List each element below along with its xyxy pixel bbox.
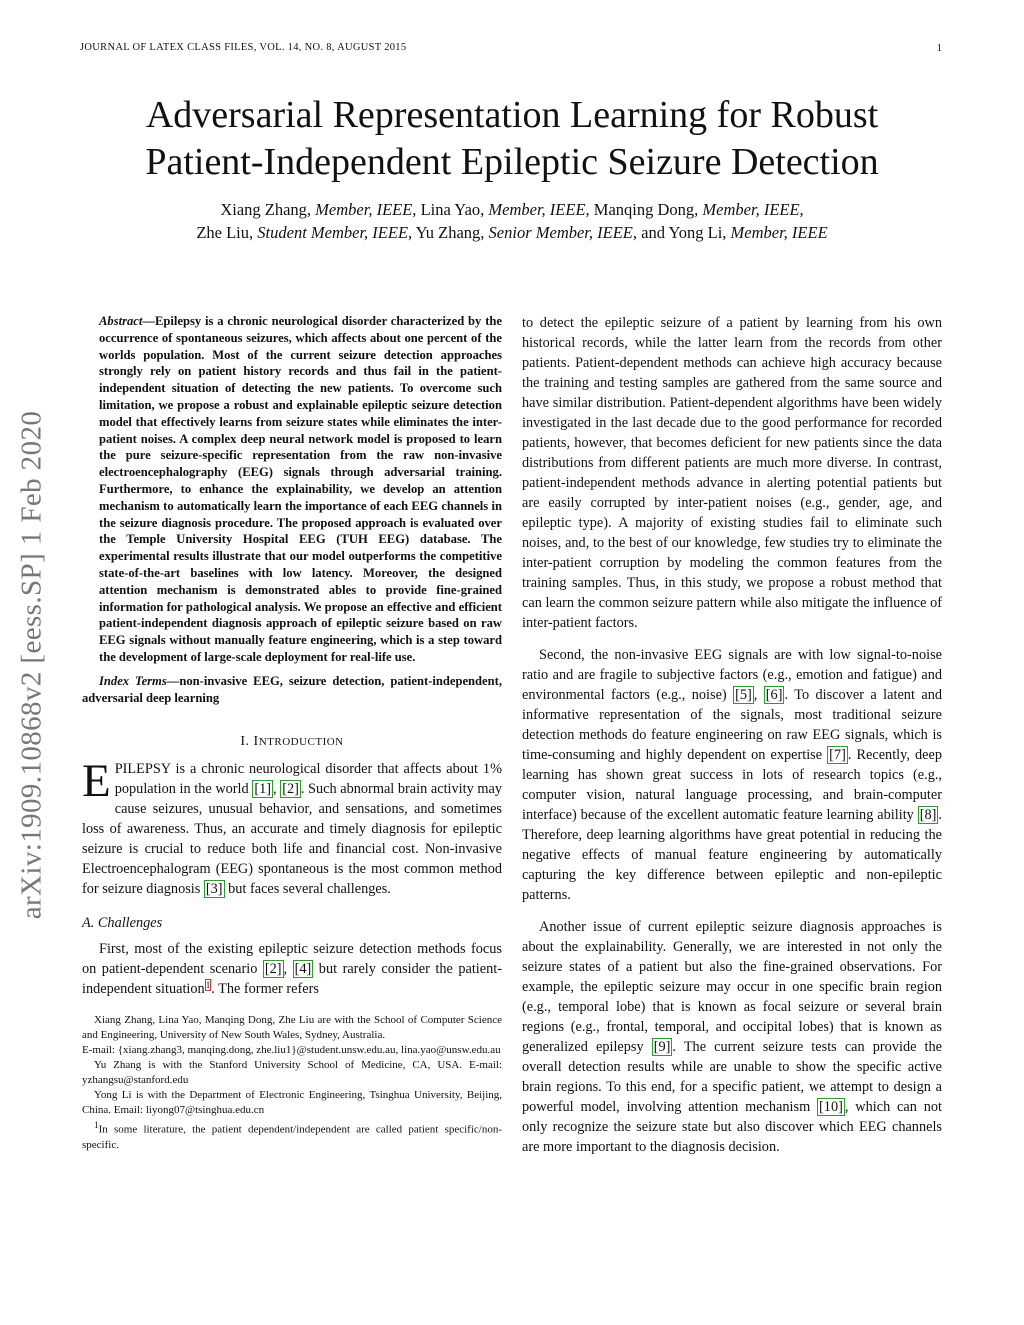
paper-title: [0, 92, 1024, 186]
index-terms-text: —non-invasive EEG, seizure detection, patient-independent, adversarial deep learning: [82, 673, 502, 705]
running-head: JOURNAL OF LATEX CLASS FILES, VOL. 14, NO. 8, AUGUST 2015: [80, 42, 407, 53]
body-paragraph: Second, the non-invasive EEG signals are with low signal-to-noise ratio and are fragile to subjective factors (e.g., emotion and fatigue) and environmental factors (e.g., noise) [5] , [6] . To discover a latent and informative representation of the signals, most traditional seizure detection methods do feature engineering on raw EEG signals, which is time-consuming and highly dependent on expertise [7] . Recently, deep learning has shown great success in lots of research topics (e.g., computer vision, natural language processing, and brain-computer interface) because of the excellent automatic feature learning ability [8] . Therefore, deep learning algorithms have great potential in reducing the negative effects of manual feature engineering by automatically capturing the key difference between epileptic and non-epileptic patterns.: [522, 647, 943, 903]
author-role: Member, IEEE,: [488, 200, 590, 219]
author-role: Member, IEEE: [730, 223, 828, 242]
author-name: Zhe Liu,: [196, 223, 254, 242]
footnote-link[interactable]: 1: [205, 979, 211, 990]
page-number: 1: [936, 42, 942, 54]
subsection-heading-challenges: A. Challenges: [82, 915, 163, 932]
footnote-affiliation: Xiang Zhang, Lina Yao, Manqing Dong, Zhe Liu are with the School of Computer Science and Engineering, University of New South Wales, Sydney, Australia.: [82, 1014, 502, 1042]
author-name: Manqing Dong,: [593, 200, 699, 219]
author-name: Lina Yao,: [420, 200, 485, 219]
intro-paragraph: EPILEPSY is a chronic neurological disorder that affects about 1% population in the world [1] , [2] . Such abnormal brain activity may cause seizures, unusual behavior, and sensations, and sometimes loss of awareness. Thus, an accurate and timely diagnosis for epileptic seizure is crucial to reduce both life and financial cost. Non-invasive Electroencephalogram (EEG) spontaneous is the most common method for seizure diagnosis [3] but faces several challenges.: [82, 755, 502, 898]
footnote-1: $^1$In some literature, the patient dependent/independent are called patient specific/non-specific.: [82, 1120, 502, 1151]
author-role: Member, IEEE,: [315, 200, 417, 219]
author-name: Yu Zhang,: [415, 223, 485, 242]
arxiv-stamp-text: arXiv:1909.10868v2 [eess.SP] 1 Feb 2020: [15, 410, 48, 920]
left-column: [82, 313, 502, 1153]
footnotes: [82, 1013, 502, 1153]
footnote-email: E-mail: {xiang.zhang3, manqing.dong, zhe.liu1}@student.unsw.edu.au, lina.yao@unsw.edu.au: [82, 1044, 501, 1057]
drop-cap: E: [82, 755, 111, 808]
citation-link[interactable]: [4]: [294, 961, 312, 978]
citation-link[interactable]: [2]: [282, 781, 299, 798]
body-paragraph: Another issue of current epileptic seizure diagnosis approaches is about the explainability. Generally, we are interested in not only the seizure states of a patient but also the fine-grained observations. For example, the epileptic seizure may occur in one specific brain region (e.g., temporal lobe) that is known as focal seizure or several brain regions (e.g., frontal, temporal, and occipital lobes) that is known as generalized epilepsy [9] . The current seizure tests can provide the overall detection results while are unable to show the specific active brain regions. To this end, for a specific patient, we attempt to design a powerful model, involving attention mechanism [10] , which can not only recognize the seizure state but also discover which EEG channels are more important to the diagnosis decision.: [522, 919, 942, 1155]
author-line-2: [0, 221, 1024, 244]
citation-link[interactable]: [1]: [254, 781, 271, 798]
author-name: Xiang Zhang,: [220, 200, 312, 219]
citation-link[interactable]: [6]: [765, 687, 783, 703]
arxiv-stamp: [3, 355, 61, 975]
author-list: [0, 198, 1024, 244]
index-terms: [82, 673, 502, 707]
author-role: Member, IEEE,: [702, 200, 804, 219]
title-line-1: Adversarial Representation Learning for Robust: [145, 94, 879, 136]
index-terms-label: Index Terms: [99, 673, 167, 688]
citation-link[interactable]: [2]: [264, 961, 282, 978]
footnote-affiliation: Yong Li is with the Department of Electronic Engineering, Tsinghua University, Beijing, China. Email: liyong07@tsinghua.edu.cn: [82, 1089, 502, 1117]
citation-link[interactable]: [9]: [653, 1039, 671, 1055]
author-role: Student Member, IEEE,: [257, 223, 413, 242]
author-role: Senior Member, IEEE,: [488, 223, 638, 242]
citation-link[interactable]: [7]: [829, 747, 846, 763]
abstract-text: —Epilepsy is a chronic neurological disorder characterized by the occurrence of spontaneous seizures, which affects about one percent of the worlds population. Most of the current seizure detection approaches strongly rely on patient history records and thus fail in the patient-independent situation of detecting the new patients. To overcome such limitation, we propose a robust and explainable epileptic seizure detection model that effectively learns from seizure states while eliminates the inter-patient noises. A complex deep neural network model is proposed to learn the pure seizure-specific representation from the raw non-invasive electroencephalography (EEG) signals through adversarial training. Furthermore, to enhance the explainability, we develop an attention mechanism to automatically learn the importance of each EEG channels in the seizure diagnosis procedure. The proposed approach is evaluated over the Temple University Hospital EEG (TUH EEG) database. The experimental results illustrate that our model outperforms the competitive state-of-the-art baselines with low latency. Moreover, the designed attention mechanism is demonstrated ables to provide fine-grained information for pathological analysis. We propose an effective and efficient patient-independent diagnosis approach of epileptic seizure based on raw EEG signals without manually feature engineering, which is a step toward the development of large-scale deployment for real-life use.: [99, 314, 502, 664]
author-line-1: [0, 198, 1024, 221]
author-name: and Yong Li,: [641, 223, 727, 242]
footnote-affiliation: Yu Zhang is with the Stanford University School of Medicine, CA, USA. E-mail: yzhangsu@stanford.edu: [82, 1059, 502, 1087]
citation-link[interactable]: [5]: [735, 687, 752, 703]
citation-link[interactable]: [8]: [919, 807, 937, 823]
body-paragraph: to detect the epileptic seizure of a patient by learning from his own historical records, while the latter learn from the records from other patients. Patient-dependent methods can achieve high accuracy because the training and testing samples are gathered from the same source and have similar distribution. Patient-dependent algorithms have been widely investigated in the last decade due to the good performance for recorded patients, however, that becomes deficient for new patients since the data distributions from different patients are much more diverse. In contrast, patient-independent methods advance in alerting potential patients but are easily corrupted by inter-patient noises (e.g., gender, age, and epileptic type). A majority of existing studies fail to eliminate such noises, and, to the best of our knowledge, few studies try to eliminate the inter-patient corruption by modeling the common features from the training samples. Thus, in this study, we propose a robust method that can learn the common seizure pattern while also mitigate the influence of inter-patient factors.: [522, 315, 942, 631]
citation-link[interactable]: [3]: [205, 881, 223, 898]
citation-link[interactable]: [10]: [819, 1099, 843, 1115]
footnote-1-mark: 1: [94, 1120, 99, 1131]
section-heading-introduction: I. INTRODUCTION: [240, 734, 344, 750]
title-line-2: Patient-Independent Epileptic Seizure Detection: [145, 141, 879, 183]
abstract-label: Abstract: [99, 314, 143, 328]
right-column: [522, 313, 942, 1157]
challenges-paragraph: First, most of the existing epileptic seizure detection methods focus on patient-dependent scenario [2] , [4] but rarely consider the patient-independent situation$^1$. The former refers: [82, 941, 502, 998]
abstract: [99, 313, 502, 666]
